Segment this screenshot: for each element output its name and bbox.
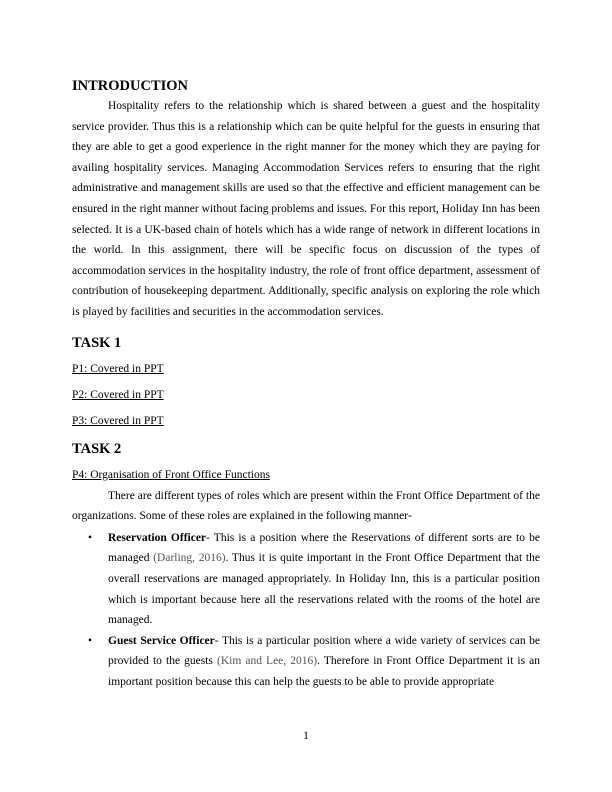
role-term: Guest Service Officer	[108, 634, 215, 647]
role-term: Reservation Officer	[108, 531, 207, 544]
bullet-icon: •	[88, 531, 93, 544]
roles-list	[72, 528, 540, 693]
task2-heading: TASK 2	[72, 440, 122, 457]
task1-item-p3[interactable]: P3: Covered in PPT	[72, 414, 164, 427]
document-page	[72, 76, 540, 692]
task2-paragraph: There are different types of roles which are present within the Front Office Department of the organizations. Some of these roles are explained in the following manner-	[72, 489, 540, 523]
citation: (Darling, 2016)	[153, 552, 226, 565]
role-text: . Therefore in Front Office Department it is an important position because this can help the guests to be able to provide appropriate	[108, 655, 541, 688]
role-text: - This is a position where the Reservations of different sorts are to be managed	[108, 531, 540, 565]
page-number: 1	[303, 730, 309, 742]
role-text: . Thus it is quite important in the Front Office Department that the overall reservations are managed appropriately. In Holiday Inn, this is a particular position which is important because here all the reservations related with the rooms of the hotel are managed.	[108, 552, 540, 627]
task1-heading: TASK 1	[72, 334, 122, 351]
task1-item-p2[interactable]: P2: Covered in PPT	[72, 388, 164, 401]
intro-heading: INTRODUCTION	[72, 78, 189, 94]
list-item	[72, 528, 540, 631]
bullet-icon: •	[88, 634, 93, 647]
citation: (Kim and Lee, 2016)	[216, 655, 318, 668]
list-item	[72, 631, 540, 693]
role-text: - This is a particular position where a wide variety of services can be provided to the guests	[108, 634, 541, 668]
intro-paragraph: Hospitality refers to the relationship which is shared between a guest and the hospitality service provider. Thus this is a relationship which can be quite helpful for the guests in ensuring that they are able to get a good experience in the right manner for the money which they are paying for availing hospitality services. Managing Accommodation Services refers to ensuring that the right administrative and management skills are used so that the effective and efficient management can be ensured in the right manner without facing problems and issues. For this report, Holiday Inn has been selected. It is a UK-based chain of hotels which has a wide range of network in different locations in the world. In this assignment, there will be specific focus on discussion of the types of accommodation services in the hospitality industry, the role of front office department, assessment of contribution of housekeeping department. Additionally, specific analysis on exploring the role which is played by facilities and securities in the accommodation services.	[72, 100, 540, 318]
task2-subheading[interactable]: P4: Organisation of Front Office Functions	[72, 468, 270, 481]
task1-item-p1[interactable]: P1: Covered in PPT	[72, 362, 164, 375]
